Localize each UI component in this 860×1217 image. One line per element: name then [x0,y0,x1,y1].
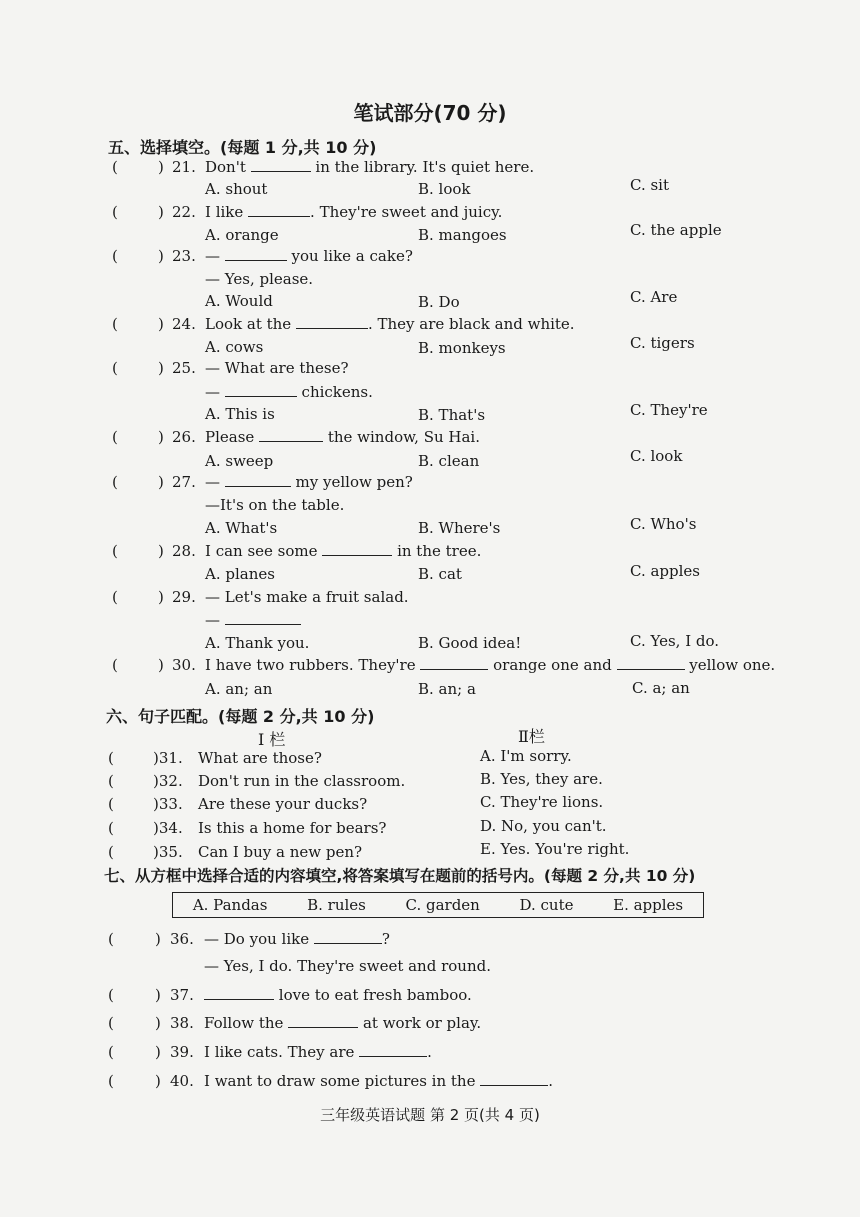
option-a: A. What's [205,519,278,537]
section5-heading: 五、选择填空。(每题 1 分,共 10 分) [108,138,377,157]
answer-blank[interactable] [259,429,323,442]
option-b: B. That's [418,406,486,424]
question-number: 22. [172,203,196,221]
option-b: B. Where's [418,519,501,537]
question-number: 28. [172,542,196,560]
match-right-option: A. I'm sorry. [480,747,572,765]
answer-paren-open[interactable]: ( [108,1014,114,1032]
question-dialogue-line: —It's on the table. [205,496,345,514]
answer-paren-open[interactable]: ( [112,359,118,377]
question-number: 26. [172,428,196,446]
option-a: A. cows [205,338,264,356]
answer-paren-open[interactable]: ( [112,315,118,333]
match-left-text: Can I buy a new pen? [198,843,363,861]
option-b: B. Do [418,293,460,311]
question-stem: love to eat fresh bamboo. [204,986,472,1004]
answer-blank[interactable] [617,657,685,670]
answer-paren-open[interactable]: ( [108,749,114,767]
answer-blank[interactable] [225,384,297,397]
question-dialogue-line: — Yes, please. [205,270,314,288]
question-number: 24. [172,315,196,333]
question-stem: — Let's make a fruit salad. [205,588,409,606]
question-number: 27. [172,473,196,491]
option-c: C. a; an [632,679,690,697]
option-c: C. They're [630,401,708,419]
answer-blank[interactable] [225,612,301,625]
answer-paren-open[interactable]: ( [112,588,118,606]
question-number: 37. [170,986,194,1004]
option-b: B. mangoes [418,226,507,244]
option-c: C. Are [630,288,678,306]
answer-paren-close: ) [158,158,164,176]
answer-paren-close: ) [155,1072,161,1090]
question-dialogue-line: — chickens. [205,383,373,401]
answer-blank[interactable] [420,657,488,670]
match-left-text: Are these your ducks? [198,795,368,813]
question-dialogue-line: — Yes, I do. They're sweet and round. [204,957,491,975]
column-1-heading: I 栏 [258,730,286,749]
match-left-text: Is this a home for bears? [198,819,387,837]
question-stem: — Do you like ? [204,930,390,948]
answer-paren-close: ) [158,315,164,333]
question-stem: Please the window, Su Hai. [205,428,480,446]
match-right-option: D. No, you can't. [480,817,607,835]
option-c: C. sit [630,176,670,194]
answer-paren-close: ) [155,1043,161,1061]
word-bank-item: C. garden [405,896,480,914]
option-a: A. an; an [205,680,273,698]
option-a: A. shout [205,180,268,198]
answer-paren-open[interactable]: ( [108,1072,114,1090]
answer-paren-close: ) [158,359,164,377]
match-left-number: )34. [153,819,183,837]
column-2-heading: Ⅱ栏 [518,727,545,746]
section7-heading: 七、从方框中选择合适的内容填空,将答案填写在题前的括号内。(每题 2 分,共 10 分) [104,867,696,885]
option-c: C. Yes, I do. [630,632,720,650]
answer-paren-open[interactable]: ( [108,986,114,1004]
option-c: C. the apple [630,221,722,239]
option-c: C. apples [630,562,700,580]
answer-paren-close: ) [155,930,161,948]
option-b: B. cat [418,565,462,583]
answer-blank[interactable] [314,931,382,944]
answer-paren-close: ) [158,247,164,265]
word-bank-item: A. Pandas [192,896,268,914]
question-number: 23. [172,247,196,265]
question-number: 38. [170,1014,194,1032]
question-stem: I like cats. They are . [204,1043,432,1061]
question-stem: — What are these? [205,359,349,377]
answer-paren-open[interactable]: ( [112,656,118,674]
option-c: C. tigers [630,334,695,352]
answer-blank[interactable] [225,474,291,487]
answer-paren-close: ) [158,203,164,221]
answer-blank[interactable] [322,543,392,556]
answer-paren-close: ) [158,588,164,606]
match-left-text: Don't run in the classroom. [198,772,406,790]
question-number: 29. [172,588,196,606]
word-bank-item: E. apples [613,896,684,914]
match-left-number: )35. [153,843,183,861]
question-dialogue-line: — [205,611,301,629]
page-footer: 三年级英语试题 第 2 页(共 4 页) [320,1106,540,1124]
answer-paren-close: ) [158,656,164,674]
question-stem: I like . They're sweet and juicy. [205,203,503,221]
answer-paren-open[interactable]: ( [108,930,114,948]
option-a: A. Thank you. [205,634,310,652]
option-b: B. Good idea! [418,634,522,652]
answer-blank[interactable] [359,1044,427,1057]
question-number: 40. [170,1072,194,1090]
question-number: 21. [172,158,196,176]
question-stem: Follow the at work or play. [204,1014,482,1032]
word-bank-item: D. cute [519,896,574,914]
answer-blank[interactable] [204,987,274,1000]
option-c: C. look [630,447,683,465]
answer-paren-open[interactable]: ( [108,819,114,837]
option-a: A. Would [205,292,273,310]
page-title: 笔试部分(70 分) [353,101,507,125]
question-number: 25. [172,359,196,377]
question-stem: I can see some in the tree. [205,542,482,560]
answer-blank[interactable] [296,316,368,329]
question-stem: I want to draw some pictures in the . [204,1072,554,1090]
match-left-text: What are those? [198,749,322,767]
answer-blank[interactable] [248,204,310,217]
word-bank-box [172,892,704,918]
option-a: A. orange [205,226,279,244]
match-left-number: )33. [153,795,183,813]
section6-heading: 六、句子匹配。(每题 2 分,共 10 分) [106,707,375,726]
answer-blank[interactable] [225,248,287,261]
question-number: 36. [170,930,194,948]
question-number: 30. [172,656,196,674]
answer-paren-open[interactable]: ( [112,158,118,176]
match-right-option: B. Yes, they are. [480,770,603,788]
answer-paren-close: ) [158,428,164,446]
question-stem: — you like a cake? [205,247,413,265]
answer-blank[interactable] [480,1073,548,1086]
answer-blank[interactable] [288,1015,358,1028]
answer-paren-open[interactable]: ( [112,542,118,560]
match-left-number: )32. [153,772,183,790]
answer-paren-open[interactable]: ( [112,473,118,491]
answer-paren-open[interactable]: ( [108,772,114,790]
answer-paren-close: ) [155,1014,161,1032]
answer-paren-open[interactable]: ( [108,1043,114,1061]
answer-paren-close: ) [155,986,161,1004]
option-b: B. look [418,180,471,198]
match-right-option: C. They're lions. [480,793,604,811]
question-stem: — my yellow pen? [205,473,413,491]
option-a: A. This is [205,405,275,423]
option-b: B. clean [418,452,480,470]
answer-paren-open[interactable]: ( [108,843,114,861]
answer-blank[interactable] [251,159,311,172]
option-c: C. Who's [630,515,697,533]
option-a: A. sweep [205,452,274,470]
answer-paren-open[interactable]: ( [112,203,118,221]
question-stem: Look at the . They are black and white. [205,315,575,333]
answer-paren-close: ) [158,473,164,491]
question-stem: Don't in the library. It's quiet here. [205,158,535,176]
option-b: B. monkeys [418,339,506,357]
answer-paren-close: ) [158,542,164,560]
match-left-number: )31. [153,749,183,767]
option-a: A. planes [205,565,275,583]
match-right-option: E. Yes. You're right. [480,840,630,858]
question-number: 39. [170,1043,194,1061]
option-b: B. an; a [418,680,476,698]
answer-paren-open[interactable]: ( [108,795,114,813]
answer-paren-open[interactable]: ( [112,428,118,446]
question-stem: I have two rubbers. They're orange one and yellow one. [205,656,776,674]
word-bank-item: B. rules [307,896,366,914]
answer-paren-open[interactable]: ( [112,247,118,265]
